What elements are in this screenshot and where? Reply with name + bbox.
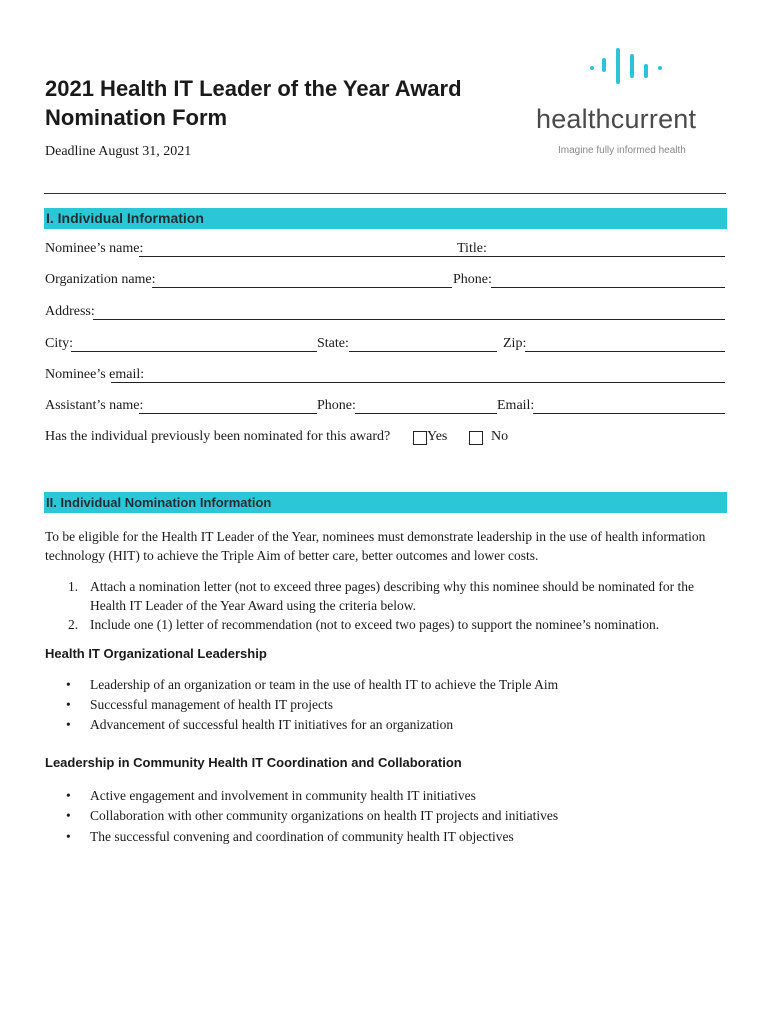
no-label: No [491,429,509,444]
title-label: Title: [457,241,487,256]
bullet-text: The successful convening and coordination of community health IT objectives [90,829,514,844]
form-row-assistant [45,398,727,416]
nominee-email-label: Nominee’s email: [45,367,145,382]
assistant-email-label: Email: [497,398,535,413]
form-row-nominee [45,241,727,259]
bullet-icon: • [66,808,71,823]
form-row-address [45,304,727,322]
eligibility-line-1: To be eligible for the Health IT Leader of the Year, nominees must demonstrate leadership in the use of health information [45,529,706,544]
state-field[interactable] [349,351,497,352]
organization-name-field[interactable] [152,287,452,288]
bullet-icon: • [66,697,71,712]
section-heading: I. Individual Information [46,210,204,226]
title-field[interactable] [485,256,725,257]
bullet-icon: • [66,677,71,692]
assistant-email-field[interactable] [533,413,725,414]
logo-wordmark: healthcurrent [536,104,697,134]
step-number: 1. [68,579,79,594]
bullet-icon: • [66,717,71,732]
organizational-leadership-heading: Health IT Organizational Leadership [45,646,267,661]
phone-field[interactable] [491,287,725,288]
nominee-email-field[interactable] [111,382,725,383]
assistant-name-field[interactable] [139,413,317,414]
yes-label: Yes [427,429,448,444]
step-text-line: Include one (1) letter of recommendation (not to exceed two pages) to support the nominee’s nomination. [90,617,660,632]
yes-checkbox[interactable] [413,431,427,445]
header-divider [44,193,726,194]
section-heading: II. Individual Nomination Information [46,495,272,510]
state-label: State: [317,336,349,351]
bullet-icon: • [66,788,71,803]
assistant-phone-label: Phone: [317,398,356,413]
form-row-city-state-zip [45,336,727,354]
zip-field[interactable] [525,351,725,352]
no-checkbox[interactable] [469,431,483,445]
bullet-text: Active engagement and involvement in community health IT initiatives [90,788,476,803]
list-item [68,615,718,635]
nominee-name-label: Nominee’s name: [45,241,144,256]
page-title [45,74,462,132]
title-line-1: 2021 Health IT Leader of the Year Award [45,76,462,101]
logo-bars-icon [588,44,668,84]
city-field[interactable] [71,351,317,352]
zip-label: Zip: [503,336,527,351]
section-individual-information-header [44,208,727,229]
form-row-organization [45,272,727,290]
bullet-text: Collaboration with other community organizations on health IT projects and initiatives [90,808,559,823]
step-number: 2. [68,617,79,632]
assistant-name-label: Assistant’s name: [45,398,144,413]
organization-name-label: Organization name: [45,272,156,287]
logo-tagline: Imagine fully informed health [558,145,686,156]
healthcurrent-logo [536,44,722,164]
bullet-text: Successful management of health IT projects [90,697,334,712]
community-leadership-heading: Leadership in Community Health IT Coordination and Collaboration [45,755,462,770]
title-line-2: Nomination Form [45,105,228,130]
bullet-icon: • [66,829,71,844]
address-field[interactable] [93,319,725,320]
form-row-email [45,367,727,385]
previous-nomination-question: Has the individual previously been nominated for this award? [45,429,391,444]
form-row-previous-nomination [45,429,727,447]
section-nomination-information-header [44,492,727,513]
step-text-line: Health IT Leader of the Year Award using the criteria below. [90,598,417,613]
eligibility-paragraph [45,527,725,565]
deadline-text: Deadline August 31, 2021 [45,144,192,159]
nominee-name-field[interactable] [139,256,499,257]
assistant-phone-field[interactable] [355,413,497,414]
phone-label: Phone: [453,272,492,287]
list-item [68,577,718,613]
bullet-text: Advancement of successful health IT initiatives for an organization [90,717,454,732]
step-text-line: Attach a nomination letter (not to exceed three pages) describing why this nominee should be nominated for the [90,579,694,594]
eligibility-line-2: technology (HIT) to achieve the Triple Aim of better care, better outcomes and lower costs. [45,548,539,563]
address-label: Address: [45,304,95,319]
city-label: City: [45,336,74,351]
bullet-text: Leadership of an organization or team in the use of health IT to achieve the Triple Aim [90,677,559,692]
